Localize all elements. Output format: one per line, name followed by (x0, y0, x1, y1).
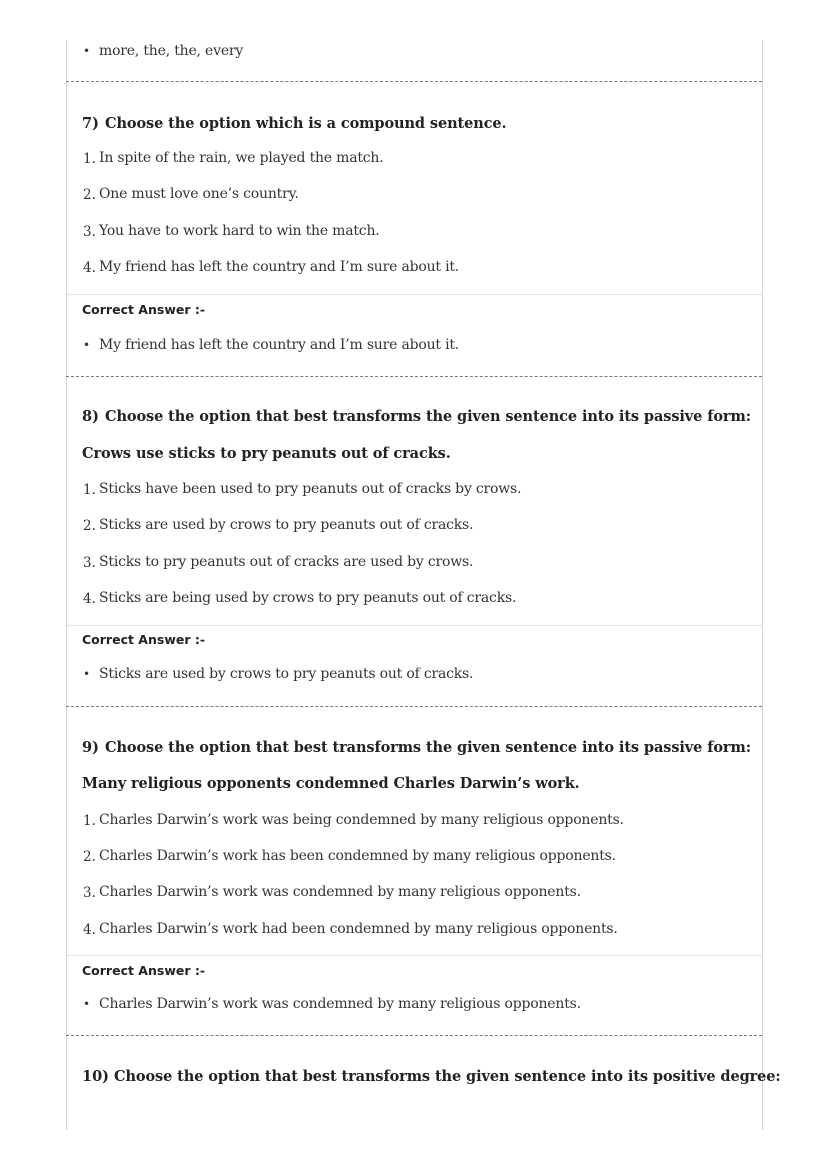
answer-bullet: • (83, 997, 91, 1011)
correct-answer-text: Charles Darwin’s work was condemned by many religious opponents. (99, 996, 581, 1012)
option-text: Charles Darwin’s work was being condemned by many religious opponents. (99, 812, 624, 828)
answer-bullet: • (83, 44, 91, 58)
answer-separator (67, 294, 761, 295)
answer-separator (67, 625, 761, 626)
option-number: 4. (83, 591, 96, 607)
option-text: Charles Darwin’s work was condemned by many religious opponents. (99, 884, 581, 900)
correct-answer-text: Sticks are used by crows to pry peanuts out of cracks. (99, 666, 474, 682)
option-text: In spite of the rain, we played the match. (99, 150, 384, 166)
question-statement: Many religious opponents condemned Charles Darwin’s work. (82, 775, 580, 792)
option-number: 2. (83, 518, 96, 534)
question-divider (66, 376, 762, 377)
correct-answer-label: Correct Answer :- (82, 963, 206, 978)
question-statement: Crows use sticks to pry peanuts out of cracks. (82, 445, 451, 462)
question-number: 9) (82, 739, 99, 756)
correct-answer-label: Correct Answer :- (82, 632, 206, 647)
option-number: 2. (83, 849, 96, 865)
answer-bullet: • (83, 667, 91, 681)
option-text: Sticks have been used to pry peanuts out of cracks by crows. (99, 481, 522, 497)
option-number: 4. (83, 260, 96, 276)
option-number: 4. (83, 922, 96, 938)
question-text: Choose the option that best transforms the given sentence into its positive degree: (114, 1068, 781, 1085)
option-number: 2. (83, 187, 96, 203)
top-answer-text: more, the, the, every (99, 43, 244, 59)
question-text: Choose the option that best transforms the given sentence into its passive form: (105, 739, 751, 756)
option-text: Charles Darwin’s work has been condemned by many religious opponents. (99, 848, 616, 864)
question-divider (66, 1035, 762, 1036)
question-text: Choose the option that best transforms the given sentence into its passive form: (105, 408, 751, 425)
option-number: 1. (83, 482, 96, 498)
question-divider (66, 81, 762, 82)
option-number: 1. (83, 813, 96, 829)
question-text: Choose the option which is a compound sentence. (105, 115, 507, 132)
correct-answer-text: My friend has left the country and I’m sure about it. (99, 337, 460, 353)
option-text: Sticks are being used by crows to pry peanuts out of cracks. (99, 590, 517, 606)
option-number: 3. (83, 885, 96, 901)
option-text: My friend has left the country and I’m sure about it. (99, 259, 460, 275)
option-text: Sticks to pry peanuts out of cracks are used by crows. (99, 554, 474, 570)
option-number: 3. (83, 555, 96, 571)
option-text: You have to work hard to win the match. (99, 223, 380, 239)
option-text: Sticks are used by crows to pry peanuts out of cracks. (99, 517, 474, 533)
option-text: One must love one’s country. (99, 186, 299, 202)
correct-answer-label: Correct Answer :- (82, 302, 206, 317)
question-divider (66, 706, 762, 707)
option-number: 3. (83, 224, 96, 240)
question-number: 10) (82, 1068, 110, 1085)
option-number: 1. (83, 151, 96, 167)
answer-bullet: • (83, 338, 91, 352)
question-number: 7) (82, 115, 99, 132)
question-number: 8) (82, 408, 99, 425)
answer-separator (67, 955, 761, 956)
option-text: Charles Darwin’s work had been condemned by many religious opponents. (99, 921, 618, 937)
